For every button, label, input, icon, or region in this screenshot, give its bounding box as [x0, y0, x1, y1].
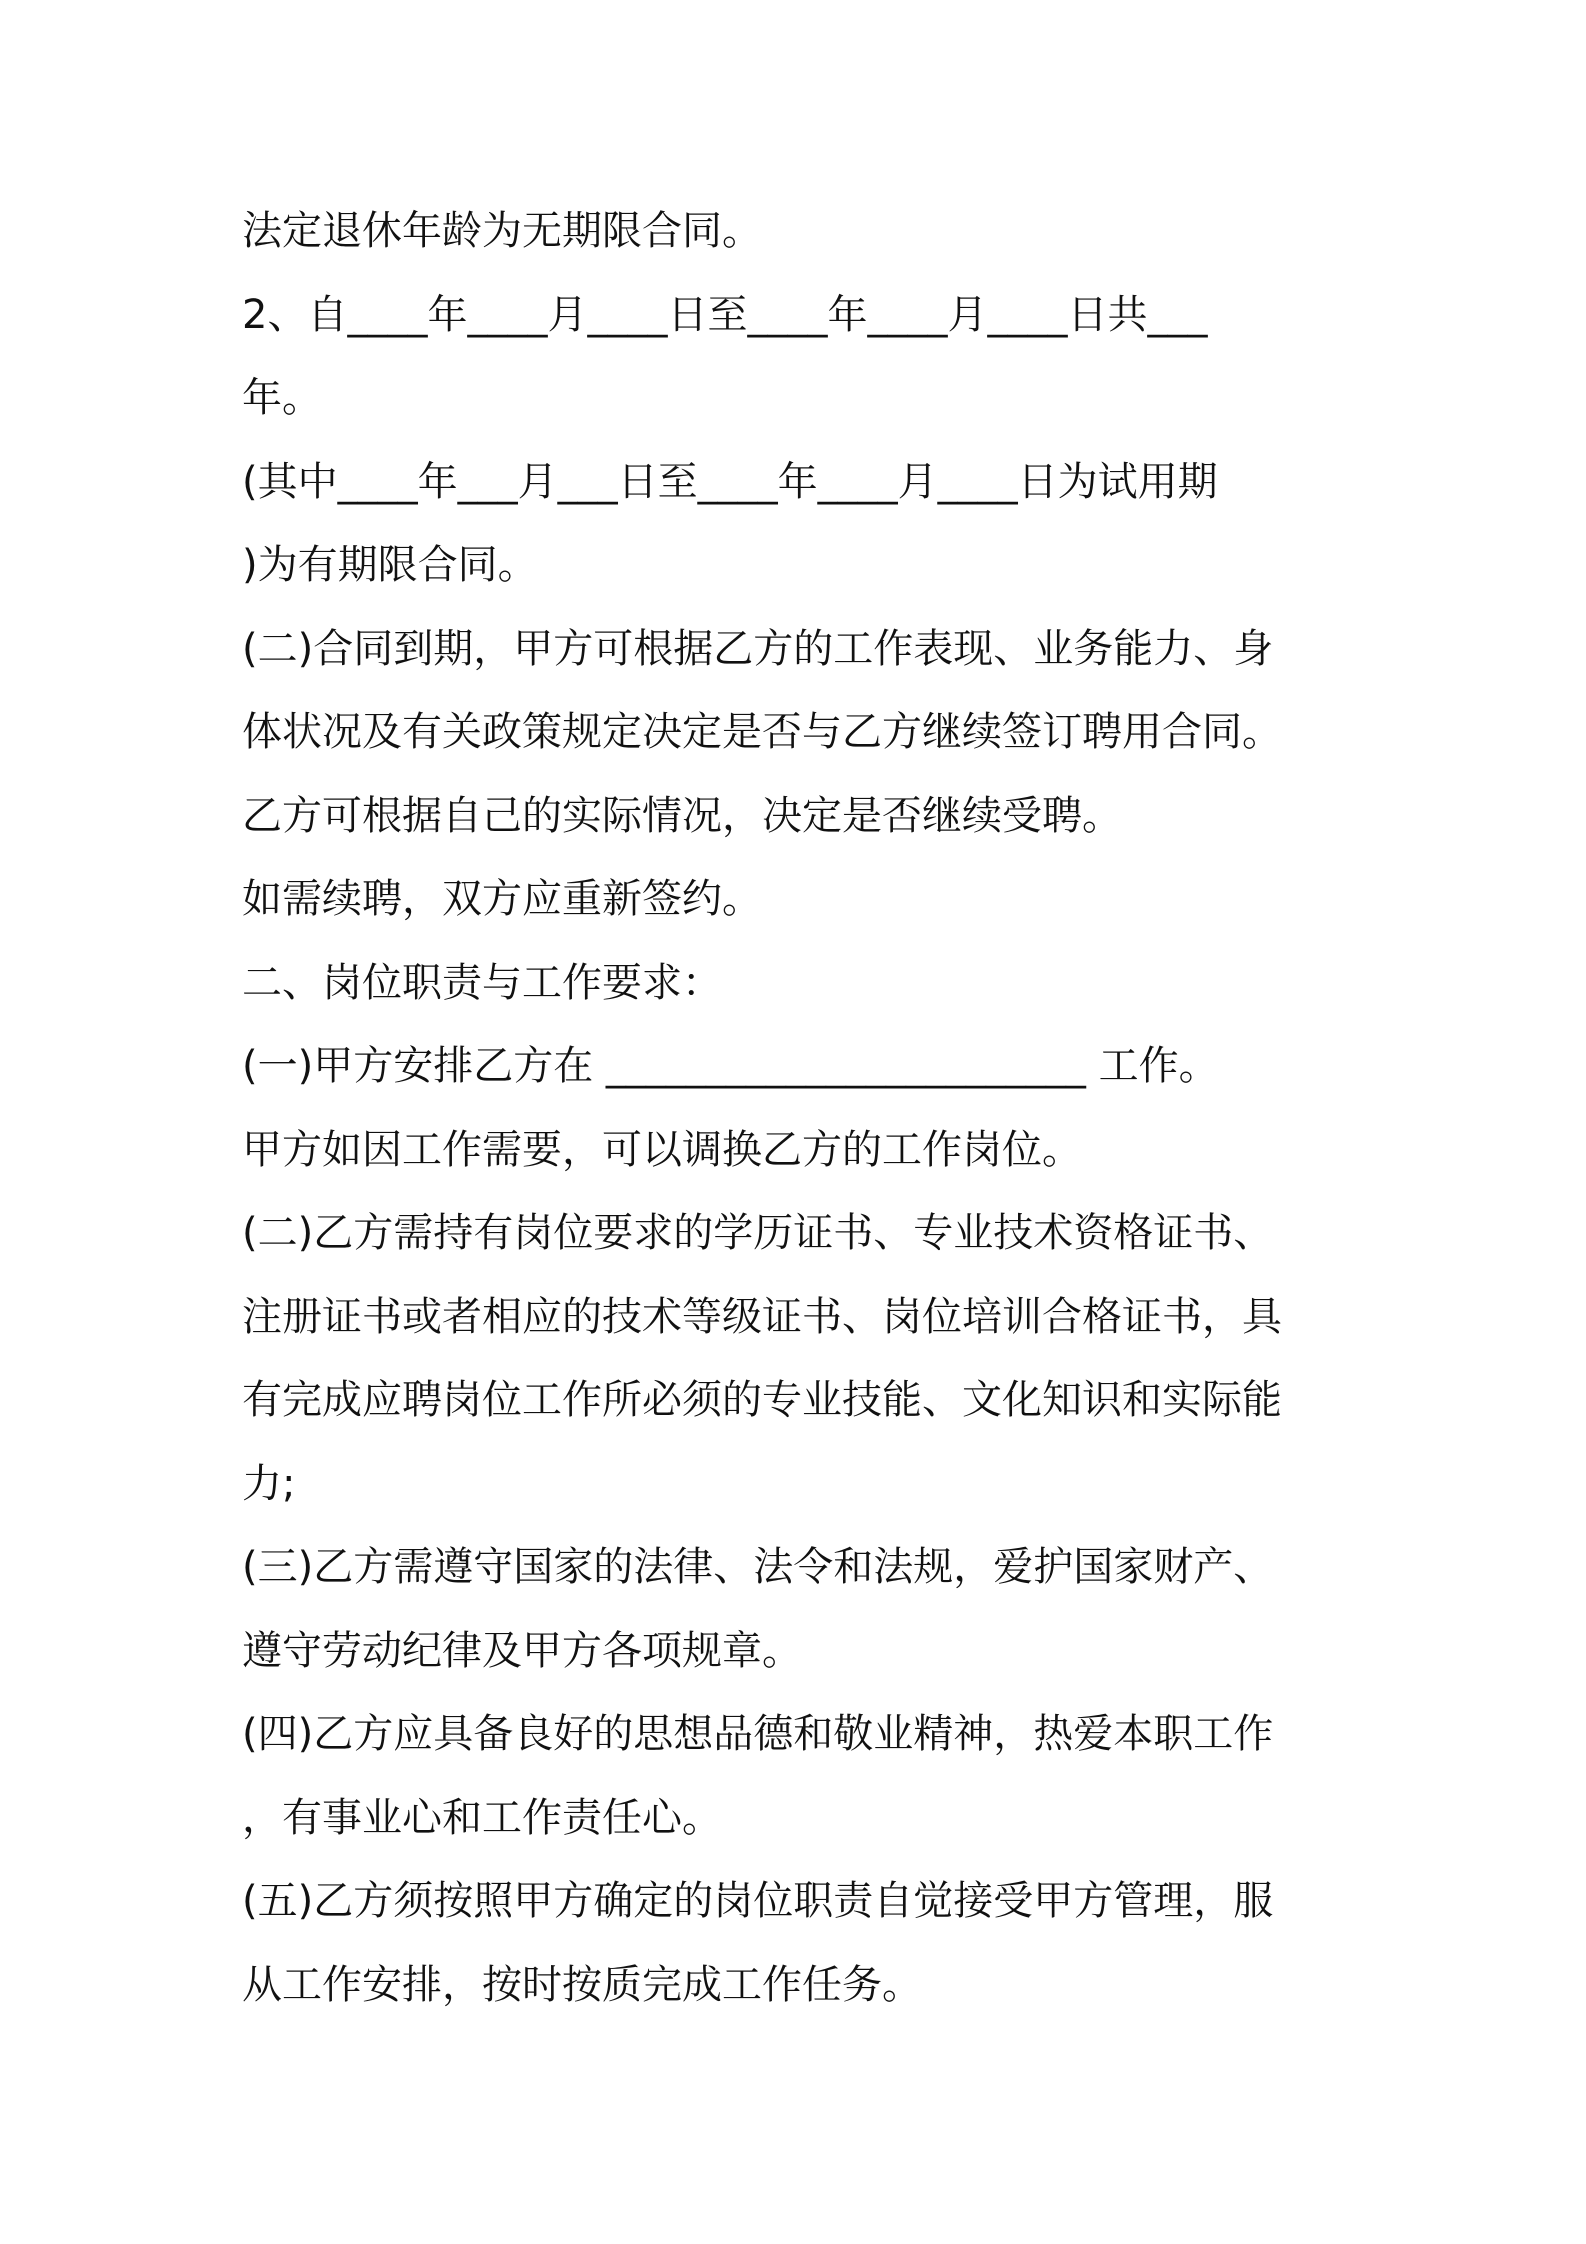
text-line: 注册证书或者相应的技术等级证书、岗位培训合格证书，具 — [242, 1293, 1282, 1340]
text-line: (二)乙方需持有岗位要求的学历证书、专业技术资格证书、 — [242, 1210, 1274, 1256]
text-line: 如需续聘，双方应重新签约。 — [242, 876, 762, 922]
text-line: 甲方如因工作需要，可以调换乙方的工作岗位。 — [242, 1126, 1082, 1173]
text-line: 从工作安排，按时按质完成工作任务。 — [242, 1961, 922, 2008]
text-line: (二)合同到期，甲方可根据乙方的工作表现、业务能力、身 — [242, 625, 1274, 672]
text-line: 有完成应聘岗位工作所必须的专业技能、文化知识和实际能 — [242, 1377, 1282, 1423]
text-line: 2、自____年____月____日至____年____月____日共___ — [242, 291, 1208, 338]
text-line: (五)乙方须按照甲方确定的岗位职责自觉接受甲方管理，服 — [242, 1878, 1274, 1924]
text-line: 年。 — [242, 375, 322, 421]
text-line: (三)乙方需遵守国家的法律、法令和法规，爱护国家财产、 — [242, 1544, 1274, 1590]
text-line: ，有事业心和工作责任心。 — [242, 1794, 722, 1841]
text-line: (一)甲方安排乙方在 ________________________ 工作。 — [242, 1043, 1219, 1089]
text-line: )为有期限合同。 — [242, 542, 538, 588]
text-line: (其中____年___月___日至____年____月____日为试用期 — [242, 458, 1218, 505]
section-heading: 二、岗位职责与工作要求： — [242, 959, 722, 1006]
text-line: 力; — [242, 1460, 296, 1507]
text-line: 法定退休年龄为无期限合同。 — [242, 208, 762, 254]
document-body — [242, 190, 1362, 2027]
text-line: 乙方可根据自己的实际情况，决定是否继续受聘。 — [242, 792, 1122, 839]
text-line: 遵守劳动纪律及甲方各项规章。 — [242, 1627, 802, 1674]
text-line: 体状况及有关政策规定决定是否与乙方继续签订聘用合同。 — [242, 709, 1282, 755]
text-line: (四)乙方应具备良好的思想品德和敬业精神，热爱本职工作 — [242, 1711, 1274, 1757]
